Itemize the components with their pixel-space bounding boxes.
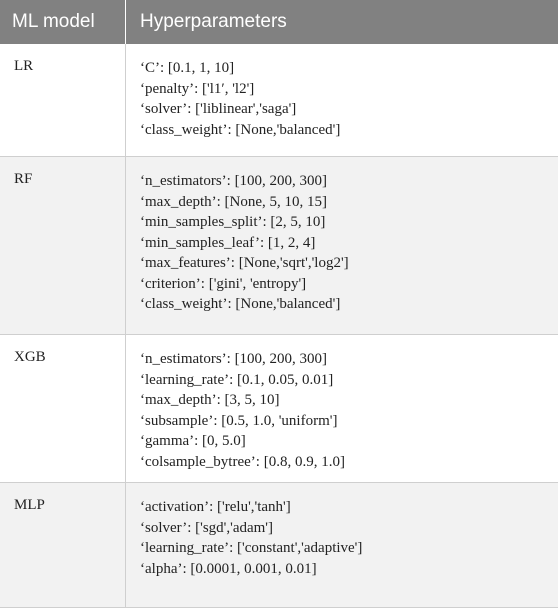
param-line: ‘min_samples_split’: [2, 5, 10] [140,214,326,230]
model-name: XGB [0,335,126,482]
model-name: RF [0,157,126,334]
param-line: ‘colsample_bytree’: [0.8, 0.9, 1.0] [140,453,345,470]
model-name: LR [0,44,126,156]
table-row-mlp [0,483,558,608]
param-list [126,483,558,607]
param-line: ‘alpha’: [0.0001, 0.001, 0.01] [140,560,317,577]
param-list [126,44,558,156]
param-list [126,157,558,334]
model-name: MLP [0,483,126,607]
header-ml-model: ML model [0,0,126,44]
param-line: ‘max_features’: [None,'sqrt','log2'] [140,255,349,271]
param-line: ‘solver’: ['liblinear','saga'] [140,101,297,117]
param-line: ‘C’: [0.1, 1, 10] [140,60,235,76]
param-line: ‘class_weight’: [None,'balanced'] [140,121,341,138]
param-line: ‘solver’: ['sgd','adam'] [140,519,273,536]
param-line: ‘penalty’: ['l1′, 'l2'] [140,80,255,97]
param-line: ‘activation’: ['relu','tanh'] [140,499,291,515]
param-line: ‘learning_rate’: ['constant','adaptive'] [140,540,363,556]
param-line: ‘learning_rate’: [0.1, 0.05, 0.01] [140,371,334,388]
table-row-rf [0,157,558,335]
param-line: ‘n_estimators’: [100, 200, 300] [140,351,328,367]
param-line: ‘criterion’: ['gini', 'entropy'] [140,275,307,292]
param-line: ‘max_depth’: [3, 5, 10] [140,392,280,408]
param-line: ‘min_samples_leaf’: [1, 2, 4] [140,234,316,251]
param-line: ‘gamma’: [0, 5.0] [140,433,246,449]
table-header [0,0,558,44]
table-row-lr [0,44,558,157]
header-hyperparameters: Hyperparameters [140,11,287,32]
param-line: ‘class_weight’: [None,'balanced'] [140,296,341,312]
param-list [126,335,558,482]
param-line: ‘n_estimators’: [100, 200, 300] [140,173,328,189]
param-line: ‘subsample’: [0.5, 1.0, 'uniform'] [140,412,338,429]
param-line: ‘max_depth’: [None, 5, 10, 15] [140,193,328,210]
table-row-xgb [0,335,558,483]
